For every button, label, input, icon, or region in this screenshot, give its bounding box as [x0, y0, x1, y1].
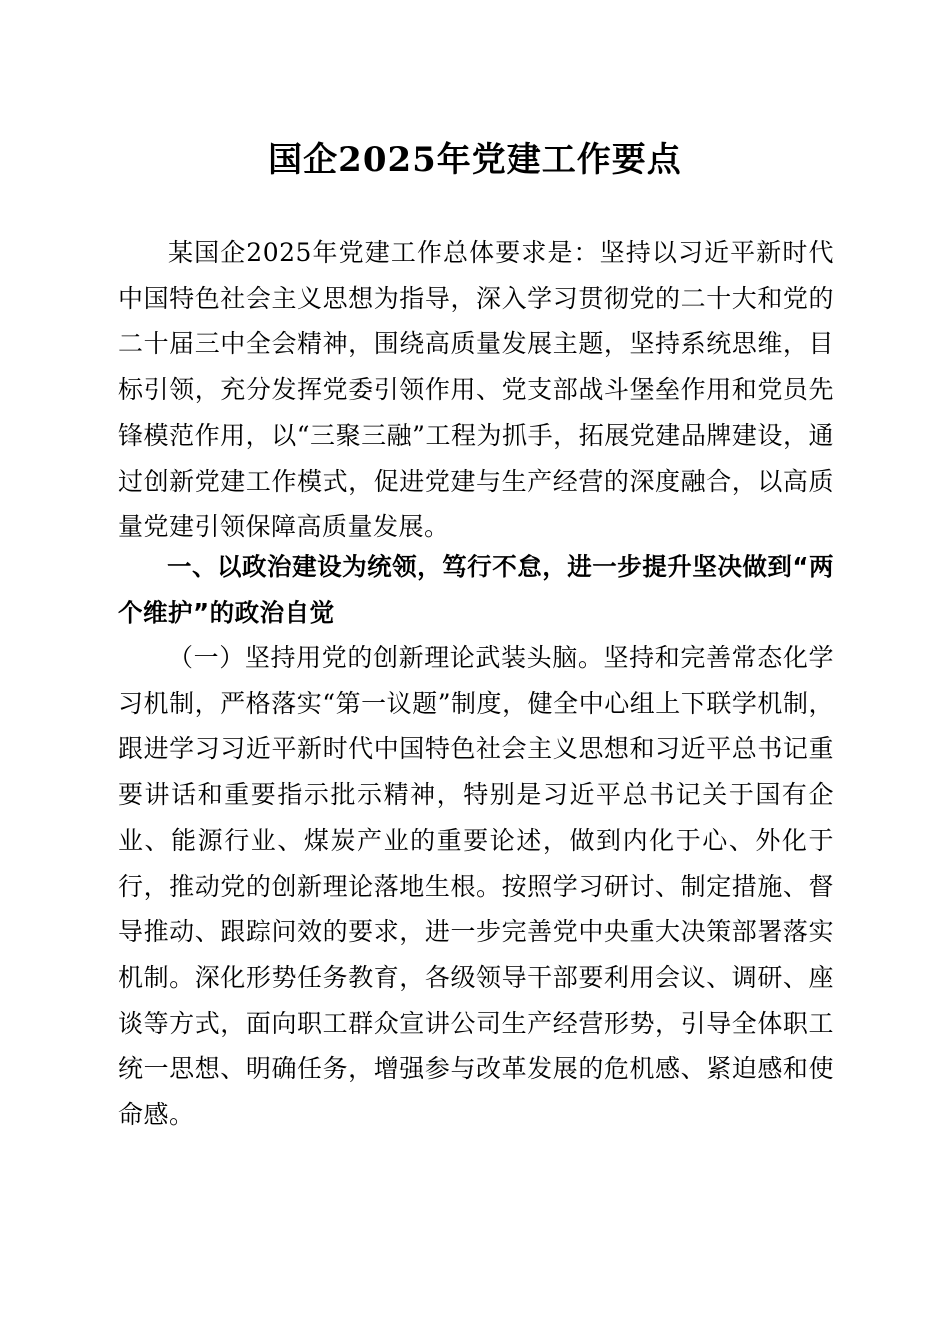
section-heading-1: 一、以政治建设为统领，笃行不怠，进一步提升坚决做到“两个维护”的政治自觉 [118, 552, 834, 627]
subsection-1-body: 坚持和完善常态化学习机制，严格落实“第一议题”制度，健全中心组上下联学机制，跟进学习习近平新时代中国特色社会主义思想和习近平总书记重要讲话和重要指示批示精神，特别是习近平总书记关于国有企业、能源行业、煤炭产业的重要论述，做到内化于心、外化于行，推动党的创新理论落地生根。按照学习研讨、制定措施、督导推动、跟踪问效的要求，进一步完善党中央重大决策部署落实机制。深化形势任务教育，各级领导干部要利用会议、调研、座谈等方式，面向职工群众宣讲公司生产经营形势，引导全体职工统一思想、明确任务，增强参与改革发展的危机感、紧迫感和使命感。 [118, 643, 834, 1130]
intro-paragraph: 某国企2025年党建工作总体要求是：坚持以习近平新时代中国特色社会主义思想为指导，深入学习贯彻党的二十大和党的二十届三中全会精神，围绕高质量发展主题，坚持系统思维，目标引领，充分发挥党委引领作用、党支部战斗堡垒作用和党员先锋模范作用，以“三聚三融”工程为抓手，拓展党建品牌建设，通过创新党建工作模式，促进党建与生产经营的深度融合，以高质量党建引领保障高质量发展。 [118, 238, 834, 542]
document-title: 国企2025年党建工作要点 [268, 140, 682, 180]
subsection-1-title: （一）坚持用党的创新理论武装头脑。 [168, 643, 604, 672]
subsection-1-paragraph [118, 635, 834, 1138]
